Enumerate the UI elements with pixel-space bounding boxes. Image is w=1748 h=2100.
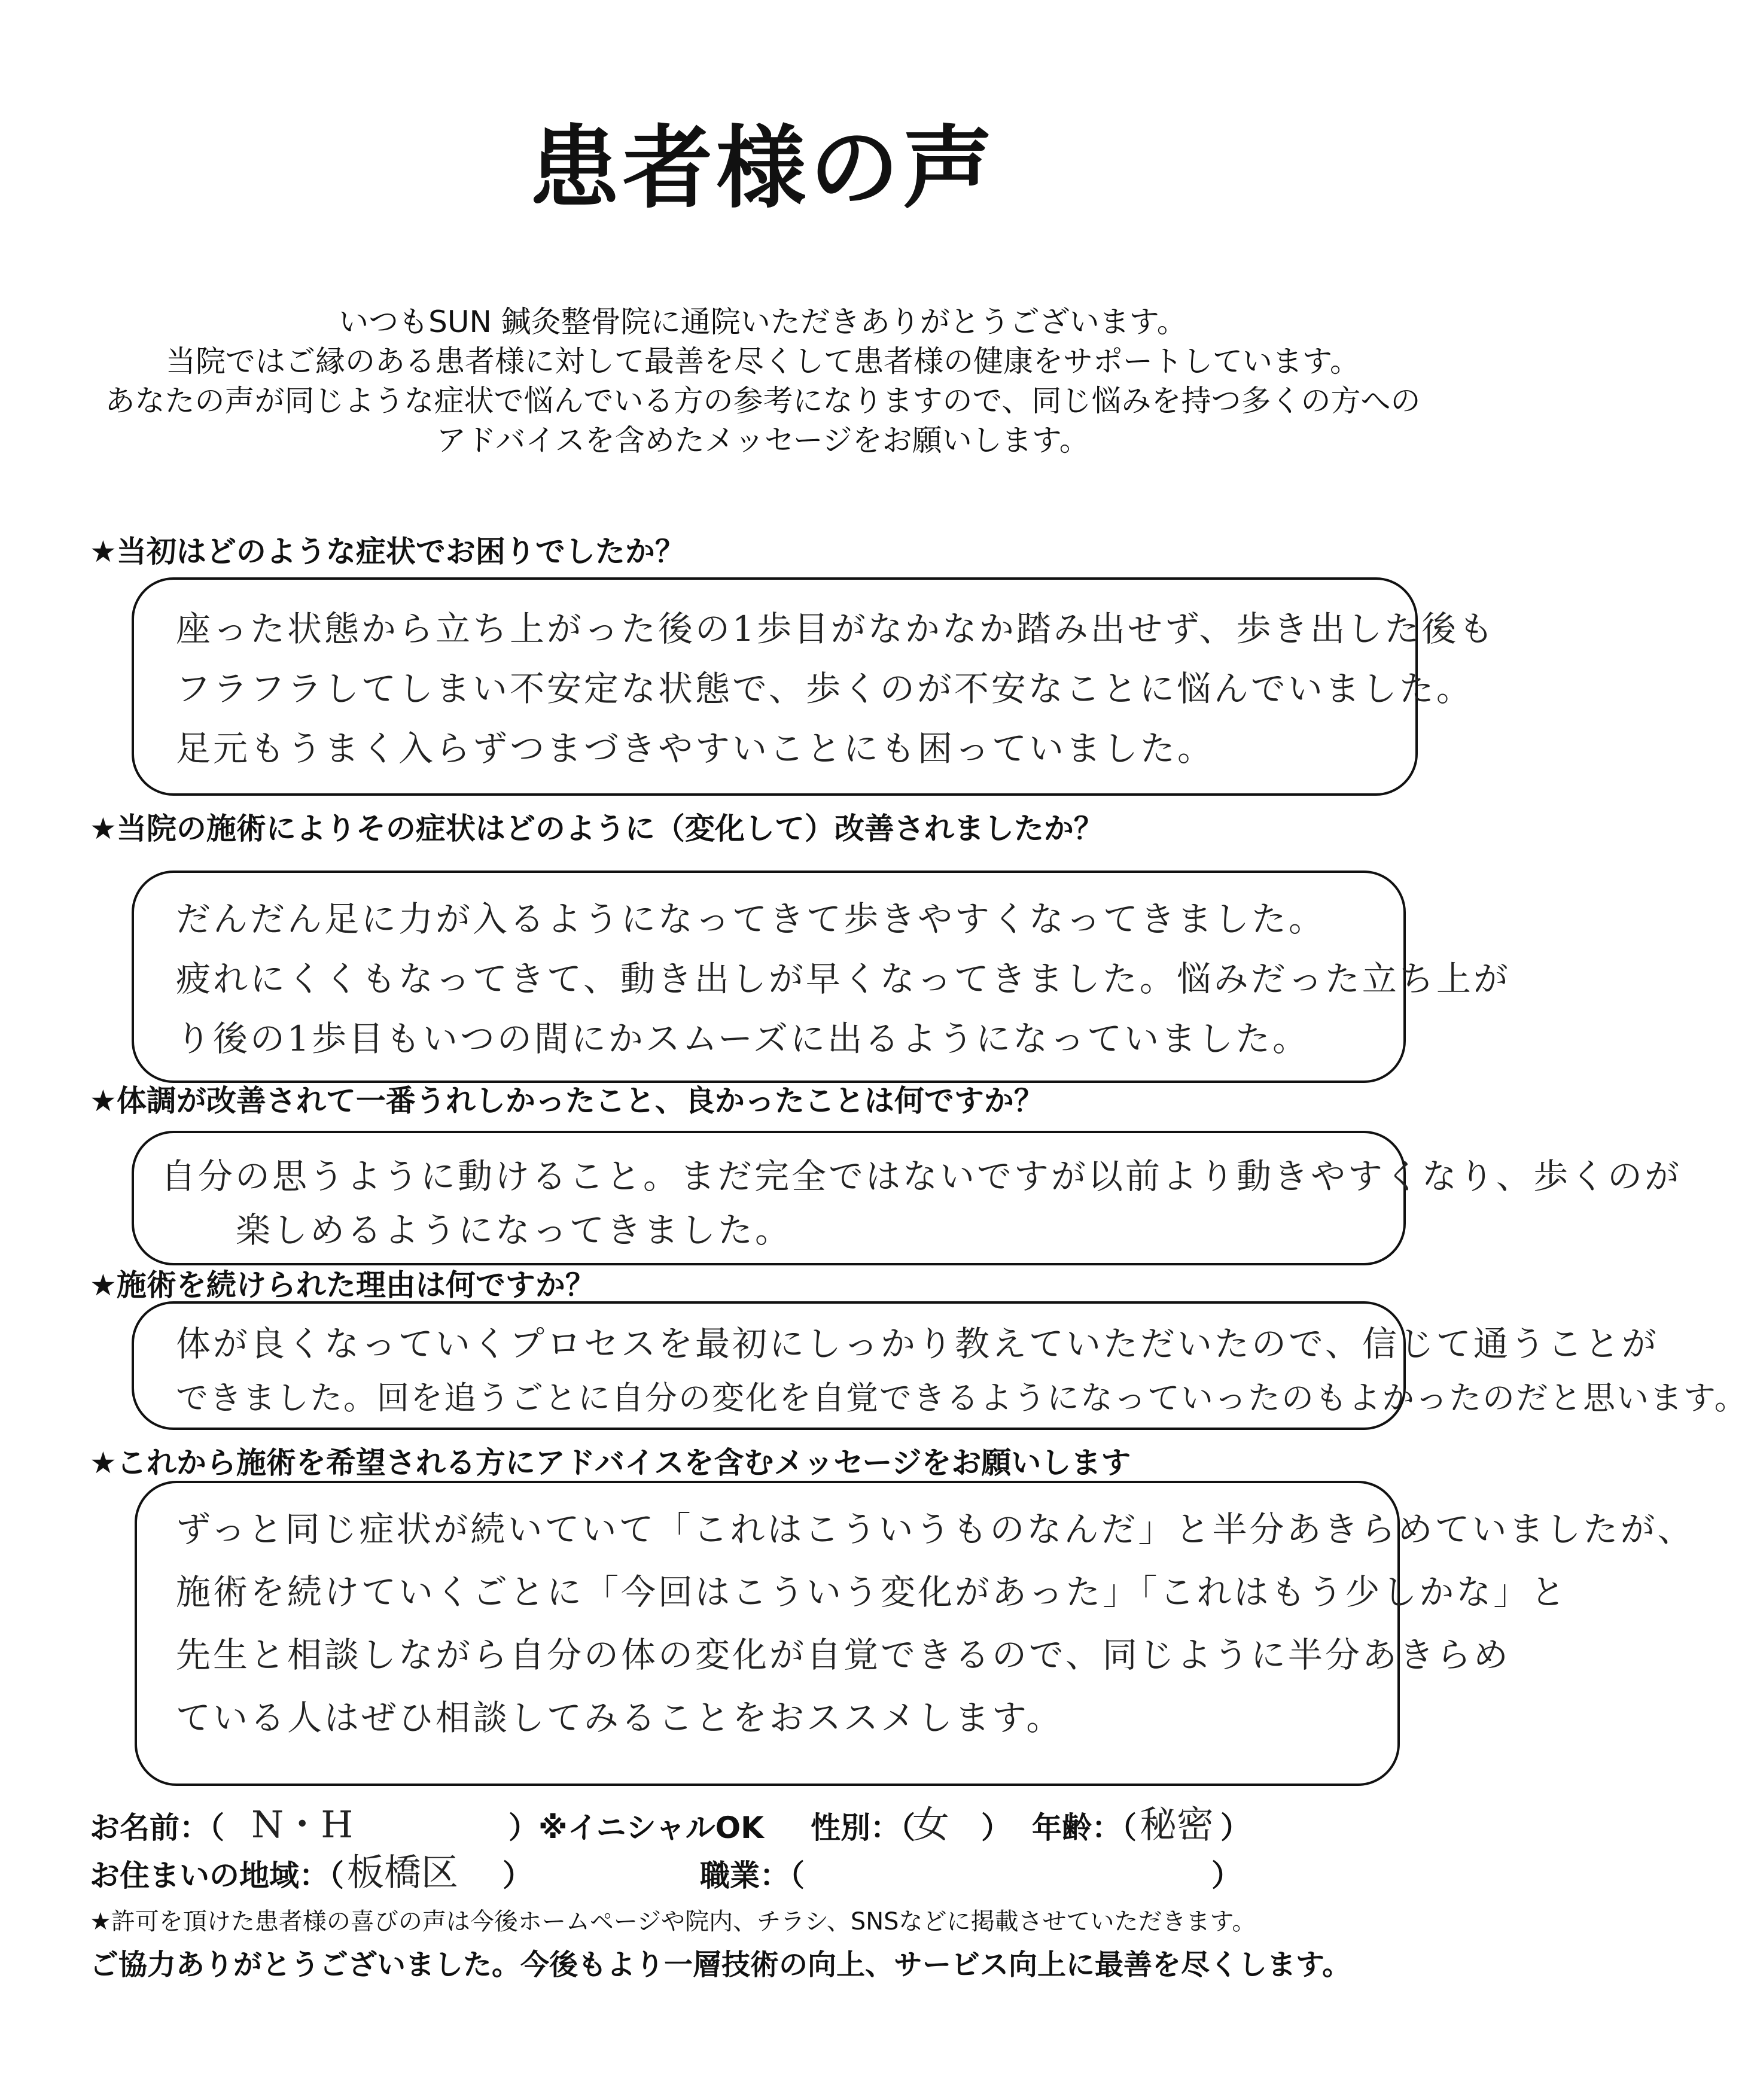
answer-box [132,1301,1748,1430]
job-close: ） [1211,1858,1241,1893]
question-label: ★施術を続けられた理由は何ですか？ [90,1268,595,1302]
intro-line: いつもSUN 鍼灸整骨院に通院いただきありがとうございます。 [339,305,1187,339]
area-value: 板橋区 [347,1851,459,1894]
intro-line: あなたの声が同じような症状で悩んでいる方の参考になりますので、同じ悩みを持つ多くの方への [105,384,1421,418]
page-title: 患者様の声 [529,117,996,221]
age-close: ） [1220,1810,1250,1845]
closing-message: ご協力ありがとうございました。今後もより一層技術の向上、サービス向上に最善を尽くします。 [90,1948,1351,1982]
answer-line: 施術を続けていくごとに「今回はこういう変化があった」「これはもう少しかな」と [176,1572,1568,1612]
answer-line: 座った状態から立ち上がった後の1歩目がなかなか踏み出せず、歩き出した後も [176,608,1496,649]
answer-line: できました。回を追うごとに自分の変化を自覚できるようになっていったのもよかったのだと思います。 [176,1379,1748,1417]
question-label: ★当院の施術によりその症状はどのように（変化して）改善されましたか？ [90,811,1104,846]
answer-line: ている人はぜひ相談してみることをおススメします。 [176,1697,1064,1738]
answer-line: ずっと同じ症状が続いていて「これはこういうものなんだ」と半分あきらめていましたが、 [176,1509,1695,1550]
question-label: ★これから施術を希望される方にアドバイスを含むメッセージをお願いします [90,1445,1131,1480]
answer-box [132,1131,1682,1265]
gender-label: 性別：（ [811,1810,915,1845]
answer-line: 足元もうまく入らずつまづきやすいことにも困っていました。 [176,728,1215,769]
answer-line: 疲れにくくもなってきて、動き出しが早くなってきました。悩みだった立ち上が [176,958,1511,999]
age-value: 秘密 [1140,1803,1214,1846]
area-label: お住まいの地域：（ [90,1858,344,1893]
area-close: ） [503,1858,532,1893]
answer-box [132,577,1496,796]
answer-box [135,1481,1695,1786]
permission-note: ★許可を頂けた患者様の喜びの声は今後ホームページや院内、チラシ、SNSなどに掲載させていただきます。 [90,1908,1256,1935]
job-label: 職業：（ [700,1858,805,1893]
question-label: ★当初はどのような症状でお困りでしたか？ [90,534,685,569]
answer-box [132,871,1511,1083]
question-label: ★体調が改善されて一番うれしかったこと、良かったことは何ですか？ [90,1084,1044,1118]
name-label: お名前：（ [90,1810,224,1845]
answer-line: 楽しめるようになってきました。 [236,1210,793,1250]
intro-line: 当院ではご縁のある患者様に対して最善を尽くして患者様の健康をサポートしています。 [166,344,1360,379]
answer-line: 自分の思うように動けること。まだ完全ではないですが以前より動きやすくなり、歩くのが [161,1156,1682,1197]
age-label: 年齢：（ [1032,1810,1137,1845]
answer-line: り後の1歩目もいつの間にかスムーズに出るようになっていました。 [176,1018,1310,1059]
answer-line: だんだん足に力が入るようになってきて歩きやすくなってきました。 [176,899,1326,939]
answer-line: 先生と相談しながら自分の体の変化が自覚できるので、同じように半分あきらめ [176,1635,1511,1675]
gender-value: 女 [912,1803,950,1846]
answer-line: フラフラしてしまい不安定な状態で、歩くのが不安なことに悩んでいました。 [176,668,1473,709]
name-value: N・H [251,1803,354,1846]
gender-close: ） [981,1810,1011,1845]
intro-line: アドバイスを含めたメッセージをお願いします。 [436,423,1089,458]
name-close: ）※イニシャルOK [508,1810,764,1845]
answer-line: 体が良くなっていくプロセスを最初にしっかり教えていただいたので、信じて通うことが [176,1323,1659,1364]
